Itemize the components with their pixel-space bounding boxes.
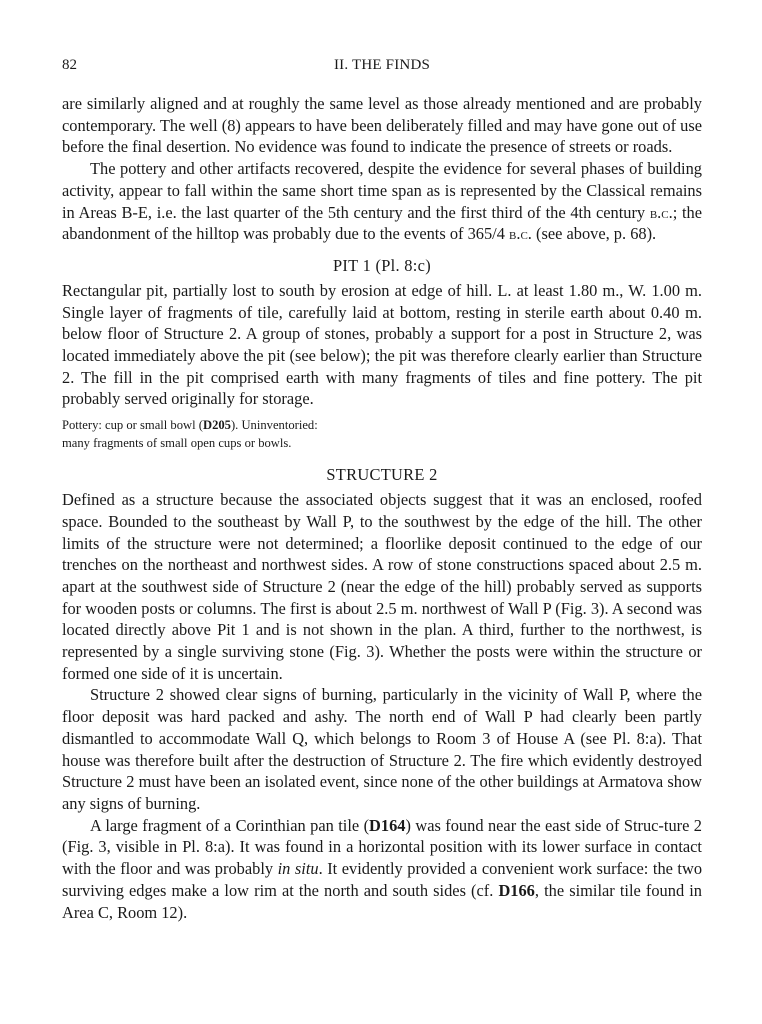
- text-run: Pottery: cup or small bowl (: [62, 418, 203, 433]
- text-run: . It evidently provided a convenient work surface: the two surviving edges make a low rim at the north and south sides (cf.: [62, 859, 703, 900]
- pottery-note: [62, 416, 702, 452]
- document-page: [62, 54, 702, 923]
- running-header: [62, 54, 702, 76]
- body-text: [62, 93, 702, 923]
- text-run: ). Uninventoried:: [230, 418, 318, 433]
- text-run: ; the abandonment of the hilltop was probably due to the events of 365/4: [62, 202, 702, 244]
- text-run: (see above, p. 68).: [531, 224, 657, 244]
- paragraph-dating: [62, 158, 702, 245]
- pit-1-description: Rectangular pit, partially lost to south by erosion at edge of hill. L. at least 1.80 m., W. 1.00 m. Single layer of fragments of tile, carefully laid at bottom, resting in sterile earth about 0.40 m. below floor of Structure 2. A group of stones, probably a support for a post in Structure 2, was located immediately above the pit (see below); the pit was therefore clearly earlier than Structure 2. The fill in the pit comprised earth with many fragments of tiles and fine pottery. The pit probably served originally for storage.: [62, 280, 702, 409]
- note-line: [62, 416, 702, 434]
- italic-term: in situ: [277, 859, 319, 879]
- structure-2-definition: Defined as a structure because the associated objects suggest that it was an enclosed, roofed space. Bounded to the southeast by Wall P, to the southwest by the edge of the hill. The other limits of the structure were not determined; a floorlike deposit continued to the edge of our trenches on the northeast and northwest sides. A row of stone constructions spaced about 2.5 m. apart at the southwest side of Structure 2 (near the edge of the hill) probably served as supports for wooden posts or columns. The first is about 2.5 m. northwest of Wall P (Fig. 3). A second was located directly above Pit 1 and is not shown in the plan. A third, further to the northwest, is represented by a single surviving stone (Fig. 3). Whether the posts were within the structure or formed one side of it is uncertain.: [62, 490, 702, 683]
- paragraph-continuation: are similarly aligned and at roughly the same level as those already mentioned and are probably contemporary. The well (8) appears to have been deliberately filled and may have gone out of use before the final desertion. No evidence was found to indicate the presence of streets or roads.: [62, 94, 702, 157]
- catalogue-reference: D205: [202, 418, 231, 433]
- text-run: The pottery and other artifacts recovered, despite the evidence for several phases of building activity, appear to fall within the same short time span as is represented by the Classical remains in Areas B-E, i.e. the last quarter of the 5th century and the first third of the 4th century: [62, 159, 702, 222]
- section-heading-structure-2: STRUCTURE 2: [326, 465, 438, 485]
- structure-2-burning: Structure 2 showed clear signs of burning, particularly in the vicinity of Wall P, where the floor deposit was hard packed and ashy. The north end of Wall P had clearly been partly dismantled to accommodate Wall Q, which belongs to Room 3 of House A (see Pl. 8:a). That house was therefore built after the destruction of Structure 2. The fire which evidently destroyed Structure 2 must have been an isolated event, since none of the other buildings at Armatova show any signs of burning.: [62, 685, 702, 813]
- running-title: II. THE FINDS: [333, 57, 431, 73]
- section-heading-pit-1: PIT 1 (Pl. 8:c): [333, 255, 431, 275]
- catalogue-reference: D164: [369, 815, 406, 835]
- era-abbreviation: b.c.: [649, 202, 673, 222]
- catalogue-reference: D166: [498, 880, 535, 900]
- era-abbreviation: b.c.: [509, 224, 532, 244]
- structure-2-tile: [62, 815, 702, 924]
- text-run: ) was found near the east side of Struc-ture 2 (Fig. 3, visible in Pl. 8:a). It was found in a horizontal position with its lower surface in contact with the floor and was probably: [62, 815, 702, 879]
- text-run: , the similar tile found in Area C, Room 12).: [62, 880, 702, 922]
- note-line: many fragments of small open cups or bowls.: [62, 436, 292, 451]
- text-run: A large fragment of a Corinthian pan tile (: [90, 815, 370, 835]
- page-number: 82: [62, 57, 77, 73]
